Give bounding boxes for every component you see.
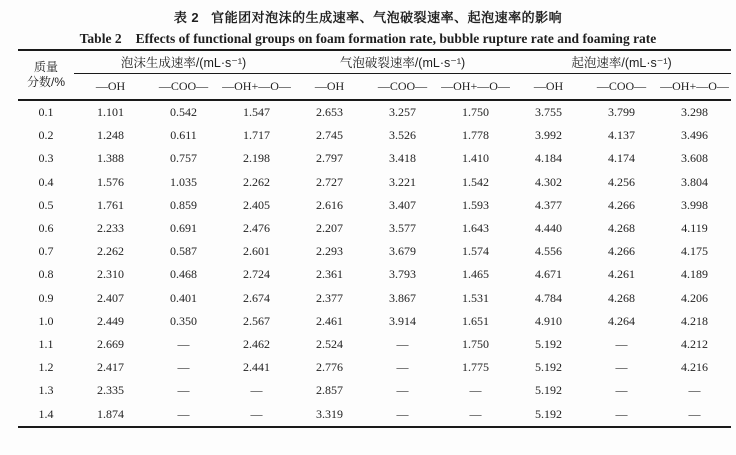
value-cell: 3.298 [681, 105, 709, 119]
value-cell: 4.256 [608, 174, 635, 189]
value-cell: 2.233 [97, 221, 124, 236]
mass-fraction-cell: 0.8 [38, 267, 54, 282]
value-cell: — [469, 406, 482, 421]
value-cell: 5.192 [535, 383, 562, 398]
value-cell: 5.192 [535, 406, 562, 421]
col-header-oh-o-3: —OH+—O— [658, 74, 731, 101]
value-cell: — [396, 383, 409, 398]
value-cell: 2.476 [243, 221, 270, 236]
group-header-foam-formation-rate: 泡沫生成速率/(mL·s⁻¹) [74, 50, 293, 74]
value-cell: 2.601 [243, 244, 270, 259]
value-cell: 4.440 [535, 221, 562, 236]
value-cell: 2.745 [316, 128, 343, 143]
value-cell: 2.377 [316, 290, 343, 305]
table-row [18, 194, 731, 217]
value-cell: 4.261 [608, 267, 635, 282]
value-cell: 5.192 [535, 337, 562, 352]
value-cell: 4.174 [608, 151, 635, 166]
value-cell: 4.266 [608, 244, 635, 259]
value-cell: 4.268 [608, 221, 635, 236]
table-title-en-text: Effects of functional groups on foam formation rate, bubble rupture rate and foaming rate [135, 31, 657, 46]
value-cell: — [615, 383, 628, 398]
value-cell: 2.262 [243, 174, 270, 189]
value-cell: 5.192 [535, 360, 562, 375]
value-cell: — [396, 337, 409, 352]
mass-fraction-cell: 0.5 [38, 197, 54, 212]
value-cell: 0.757 [170, 151, 197, 166]
value-cell: 1.593 [462, 197, 489, 212]
group-header-row [18, 50, 731, 74]
value-cell: 4.218 [681, 313, 709, 328]
value-cell: 3.407 [389, 197, 416, 212]
mass-fraction-cell: 0.6 [38, 221, 54, 236]
sub-header-row [18, 74, 731, 101]
mass-fraction-line2: 分数/% [26, 75, 65, 89]
col-header-coo-2: —COO— [366, 74, 439, 101]
value-cell: 3.319 [316, 406, 343, 421]
value-cell: 4.212 [681, 337, 709, 352]
value-cell: — [615, 360, 628, 375]
mass-fraction-cell: 0.7 [38, 244, 54, 259]
col-header-coo-1: —COO— [147, 74, 220, 101]
value-cell: 2.797 [316, 151, 343, 166]
value-cell: 3.577 [389, 221, 416, 236]
group-header-foaming-rate: 起泡速率/(mL·s⁻¹) [512, 50, 731, 74]
mass-fraction-cell: 0.1 [38, 105, 54, 119]
value-cell: 1.531 [462, 290, 489, 305]
value-cell: 1.750 [462, 105, 489, 119]
value-cell: 2.567 [243, 313, 270, 328]
table-row [18, 403, 731, 427]
value-cell: 1.778 [462, 128, 489, 143]
value-cell: 2.461 [316, 313, 343, 328]
value-cell: 4.184 [535, 151, 562, 166]
col-header-coo-3: —COO— [585, 74, 658, 101]
value-cell: 2.417 [97, 360, 124, 375]
value-cell: 1.410 [462, 151, 489, 166]
value-cell: 1.775 [462, 360, 489, 375]
value-cell: 2.262 [97, 244, 124, 259]
value-cell: 3.418 [389, 151, 416, 166]
value-cell: 3.793 [389, 267, 416, 282]
table-row [18, 379, 731, 402]
value-cell: 0.691 [170, 221, 197, 236]
value-cell: — [688, 406, 701, 421]
value-cell: 0.542 [170, 105, 197, 119]
value-cell: 3.257 [389, 105, 416, 119]
value-cell: 2.727 [316, 174, 343, 189]
mass-fraction-cell: 1.4 [38, 406, 54, 421]
value-cell: — [615, 406, 628, 421]
value-cell: 4.137 [608, 128, 635, 143]
value-cell: 2.207 [316, 221, 343, 236]
table-body [18, 100, 731, 427]
value-cell: 4.119 [681, 221, 708, 236]
value-cell: 4.216 [681, 360, 709, 375]
value-cell: — [177, 383, 190, 398]
mass-fraction-cell: 1.2 [38, 360, 54, 375]
mass-fraction-cell: 1.1 [38, 337, 54, 352]
mass-fraction-cell: 0.2 [38, 128, 54, 143]
value-cell: 1.750 [462, 337, 489, 352]
value-cell: 1.465 [462, 267, 489, 282]
value-cell: 2.335 [97, 383, 124, 398]
value-cell: 1.576 [97, 174, 124, 189]
value-cell: 3.221 [389, 174, 416, 189]
mass-fraction-cell: 0.9 [38, 290, 54, 305]
value-cell: 0.350 [170, 313, 197, 328]
data-table [18, 49, 731, 428]
value-cell: 3.914 [389, 313, 416, 328]
value-cell: 4.671 [535, 267, 562, 282]
col-header-mass-fraction [18, 50, 74, 100]
value-cell: 3.526 [389, 128, 416, 143]
value-cell: 4.268 [608, 290, 635, 305]
group-header-bubble-rupture-rate: 气泡破裂速率/(mL·s⁻¹) [293, 50, 512, 74]
value-cell: 4.266 [608, 197, 635, 212]
value-cell: 2.293 [316, 244, 343, 259]
value-cell: — [250, 406, 263, 421]
value-cell: 3.496 [681, 128, 709, 143]
value-cell: — [250, 383, 263, 398]
value-cell: 4.556 [535, 244, 562, 259]
value-cell: 3.799 [608, 105, 635, 119]
table-row [18, 147, 731, 170]
value-cell: 1.574 [462, 244, 489, 259]
table-row [18, 100, 731, 124]
value-cell: 3.679 [389, 244, 416, 259]
col-header-oh-3: —OH [512, 74, 585, 101]
table-row [18, 263, 731, 286]
value-cell: 3.755 [535, 105, 562, 119]
value-cell: 1.248 [97, 128, 124, 143]
value-cell: 4.377 [535, 197, 562, 212]
value-cell: 1.547 [243, 105, 270, 119]
value-cell: 2.776 [316, 360, 343, 375]
value-cell: 2.653 [316, 105, 343, 119]
value-cell: — [688, 383, 701, 398]
value-cell: 3.992 [535, 128, 562, 143]
value-cell: 2.616 [316, 197, 343, 212]
value-cell: 2.361 [316, 267, 343, 282]
value-cell: 4.175 [681, 244, 709, 259]
value-cell: 1.388 [97, 151, 124, 166]
value-cell: 2.310 [97, 267, 124, 282]
value-cell: — [396, 406, 409, 421]
table-number-zh: 表 2 [173, 10, 200, 25]
value-cell: 2.198 [243, 151, 270, 166]
value-cell: — [615, 337, 628, 352]
value-cell: 1.101 [97, 105, 124, 119]
table-row [18, 240, 731, 263]
value-cell: — [396, 360, 409, 375]
value-cell: 3.998 [681, 197, 709, 212]
value-cell: 2.449 [97, 313, 124, 328]
value-cell: 1.035 [170, 174, 197, 189]
value-cell: 0.587 [170, 244, 197, 259]
table-title-zh [0, 0, 736, 26]
value-cell: 0.859 [170, 197, 197, 212]
value-cell: 4.189 [681, 267, 709, 282]
mass-fraction-cell: 0.4 [38, 174, 54, 189]
table-number-en: Table 2 [79, 31, 122, 46]
table-title-zh-text: 官能团对泡沫的生成速率、气泡破裂速率、起泡速率的影响 [211, 10, 563, 25]
table-row [18, 287, 731, 310]
value-cell: 0.401 [170, 290, 197, 305]
table-row [18, 217, 731, 240]
value-cell: 0.611 [170, 128, 197, 143]
value-cell: — [469, 383, 482, 398]
value-cell: — [177, 406, 190, 421]
col-header-oh-o-2: —OH+—O— [439, 74, 512, 101]
value-cell: 2.407 [97, 290, 124, 305]
table-row [18, 124, 731, 147]
value-cell: 1.717 [243, 128, 270, 143]
value-cell: 4.910 [535, 313, 562, 328]
value-cell: 1.542 [462, 174, 489, 189]
value-cell: — [177, 337, 190, 352]
mass-fraction-cell: 1.3 [38, 383, 54, 398]
value-cell: 2.724 [243, 267, 270, 282]
value-cell: 2.441 [243, 360, 270, 375]
value-cell: 1.651 [462, 313, 489, 328]
value-cell: 3.608 [681, 151, 709, 166]
value-cell: 2.669 [97, 337, 124, 352]
col-header-oh-1: —OH [74, 74, 147, 101]
value-cell: 1.761 [97, 197, 124, 212]
value-cell: — [177, 360, 190, 375]
table-row [18, 310, 731, 333]
table-row [18, 356, 731, 379]
value-cell: 2.462 [243, 337, 270, 352]
value-cell: 3.867 [389, 290, 416, 305]
value-cell: 2.674 [243, 290, 270, 305]
table-title-en [0, 31, 736, 47]
value-cell: 3.804 [681, 174, 709, 189]
value-cell: 1.874 [97, 406, 124, 421]
value-cell: 4.302 [535, 174, 562, 189]
value-cell: 1.643 [462, 221, 489, 236]
value-cell: 2.405 [243, 197, 270, 212]
table-header [18, 50, 731, 100]
table-row [18, 171, 731, 194]
value-cell: 2.857 [316, 383, 343, 398]
value-cell: 4.264 [608, 313, 635, 328]
value-cell: 2.524 [316, 337, 343, 352]
mass-fraction-cell: 0.3 [38, 151, 54, 166]
mass-fraction-line1: 质量 [33, 60, 58, 74]
mass-fraction-cell: 1.0 [38, 313, 54, 328]
col-header-oh-2: —OH [293, 74, 366, 101]
value-cell: 4.784 [535, 290, 562, 305]
value-cell: 4.206 [681, 290, 709, 305]
table-row [18, 333, 731, 356]
col-header-oh-o-1: —OH+—O— [220, 74, 293, 101]
value-cell: 0.468 [170, 267, 197, 282]
